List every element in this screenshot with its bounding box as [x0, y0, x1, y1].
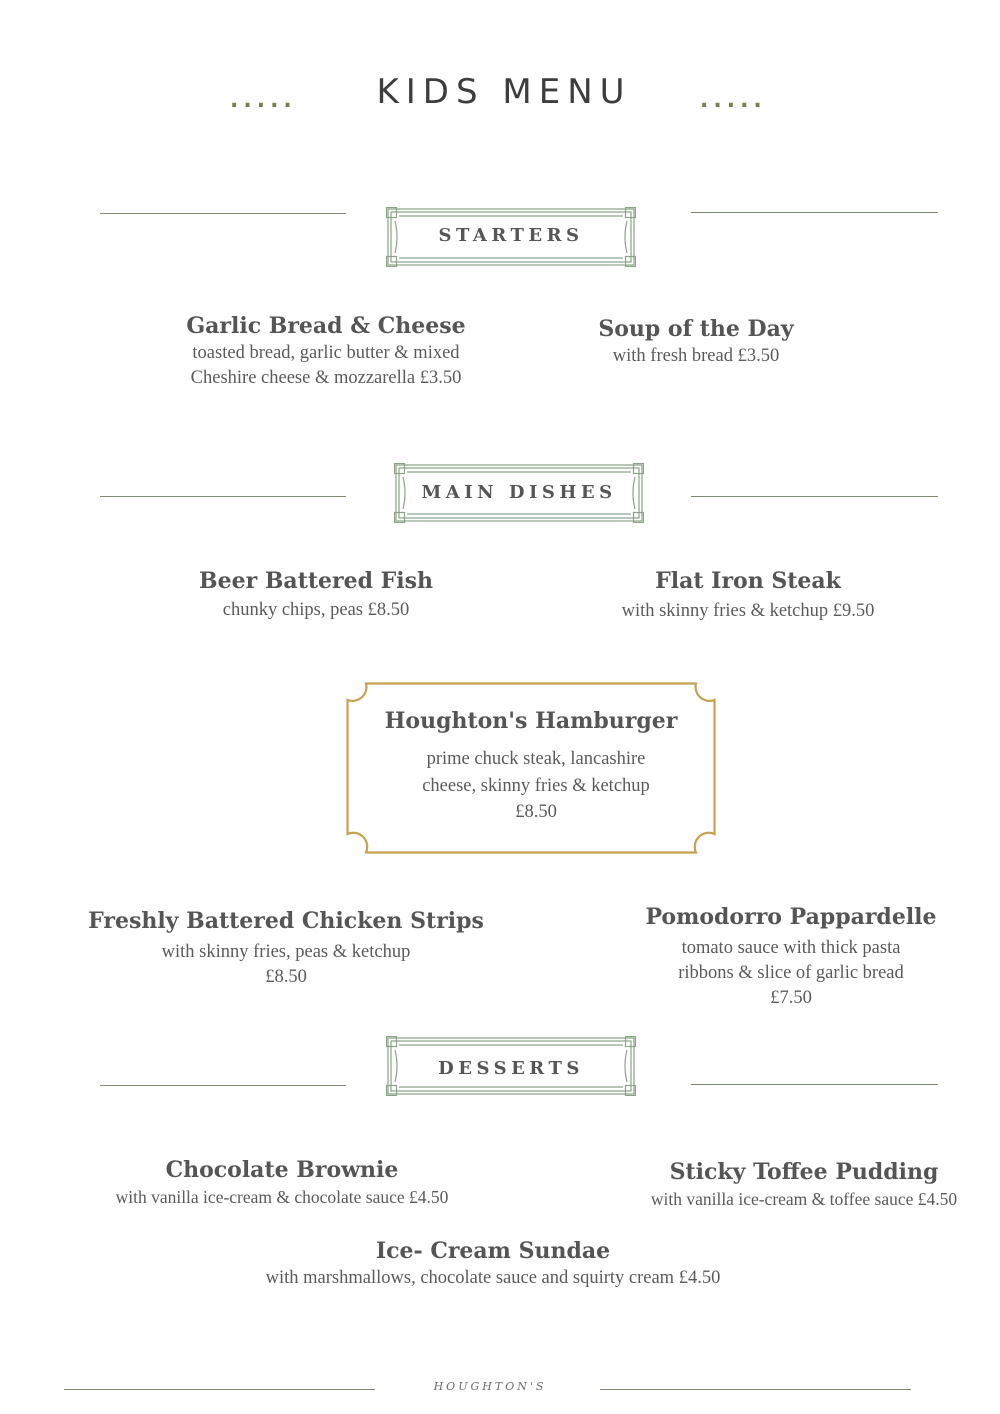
menu-item-garlic-bread	[126, 313, 526, 391]
main-dishes-section-frame	[394, 463, 644, 523]
header-dots-right: .....	[700, 88, 767, 113]
desserts-section-frame	[386, 1036, 636, 1096]
item-description: ribbons & slice of garlic bread	[678, 963, 904, 983]
item-description: chunky chips, peas £8.50	[222, 600, 410, 620]
item-price: £7.50	[770, 988, 812, 1008]
section-rule-left	[100, 1085, 346, 1086]
menu-item-soup-of-the-day	[546, 316, 846, 369]
menu-item-sticky-toffee-pudding	[604, 1159, 1000, 1212]
page-title: KIDS MENU	[376, 72, 632, 112]
header-dots-left: .....	[230, 88, 297, 113]
section-rule-right	[691, 1084, 938, 1085]
item-description: with vanilla ice-cream & chocolate sauce £4.50	[115, 1187, 449, 1207]
section-title-desserts: DESSERTS	[438, 1058, 584, 1079]
menu-item-ice-cream-sundae	[223, 1238, 763, 1291]
item-description: with skinny fries, peas & ketchup	[161, 942, 411, 962]
item-name: Sticky Toffee Pudding	[669, 1159, 939, 1185]
item-description: with marshmallows, chocolate sauce and squirty cream £4.50	[265, 1268, 721, 1288]
item-description: with skinny fries & ketchup £9.50	[621, 601, 875, 621]
menu-item-flat-iron-steak	[548, 568, 948, 624]
section-title-main-dishes: MAIN DISHES	[421, 482, 617, 503]
menu-item-chocolate-brownie	[82, 1157, 482, 1210]
footer-brand: HOUGHTON'S	[433, 1380, 547, 1393]
item-description: tomato sauce with thick pasta	[681, 938, 901, 958]
item-description: with vanilla ice-cream & toffee sauce £4.50	[650, 1189, 958, 1209]
item-name: Garlic Bread & Cheese	[186, 313, 466, 339]
item-name: Pomodorro Pappardelle	[645, 904, 937, 930]
item-description: with fresh bread £3.50	[612, 346, 780, 366]
starters-section-frame	[386, 207, 636, 267]
featured-item-card	[346, 682, 716, 854]
item-name: Ice- Cream Sundae	[375, 1238, 611, 1264]
item-description: toasted bread, garlic butter & mixed	[192, 343, 460, 363]
menu-item-pomodorro-pappardelle	[591, 904, 991, 1011]
featured-item-description: prime chuck steak, lancashire	[426, 749, 646, 769]
item-name: Chocolate Brownie	[165, 1157, 399, 1183]
featured-item-description: cheese, skinny fries & ketchup	[422, 775, 650, 796]
section-rule-left	[100, 213, 346, 214]
item-price: £8.50	[265, 967, 307, 987]
item-description: Cheshire cheese & mozzarella £3.50	[190, 368, 462, 388]
section-title-starters: STARTERS	[438, 225, 584, 246]
featured-item-price: £8.50	[515, 802, 557, 822]
item-name: Beer Battered Fish	[199, 568, 433, 594]
section-rule-right	[691, 496, 938, 497]
section-rule-right	[691, 212, 938, 213]
item-name: Freshly Battered Chicken Strips	[88, 908, 484, 934]
section-rule-left	[100, 496, 346, 497]
menu-item-beer-battered-fish	[116, 568, 516, 623]
item-name: Soup of the Day	[598, 316, 794, 342]
menu-item-chicken-strips	[86, 908, 486, 990]
item-name: Flat Iron Steak	[655, 568, 841, 594]
featured-item-name: Houghton's Hamburger	[384, 708, 678, 734]
